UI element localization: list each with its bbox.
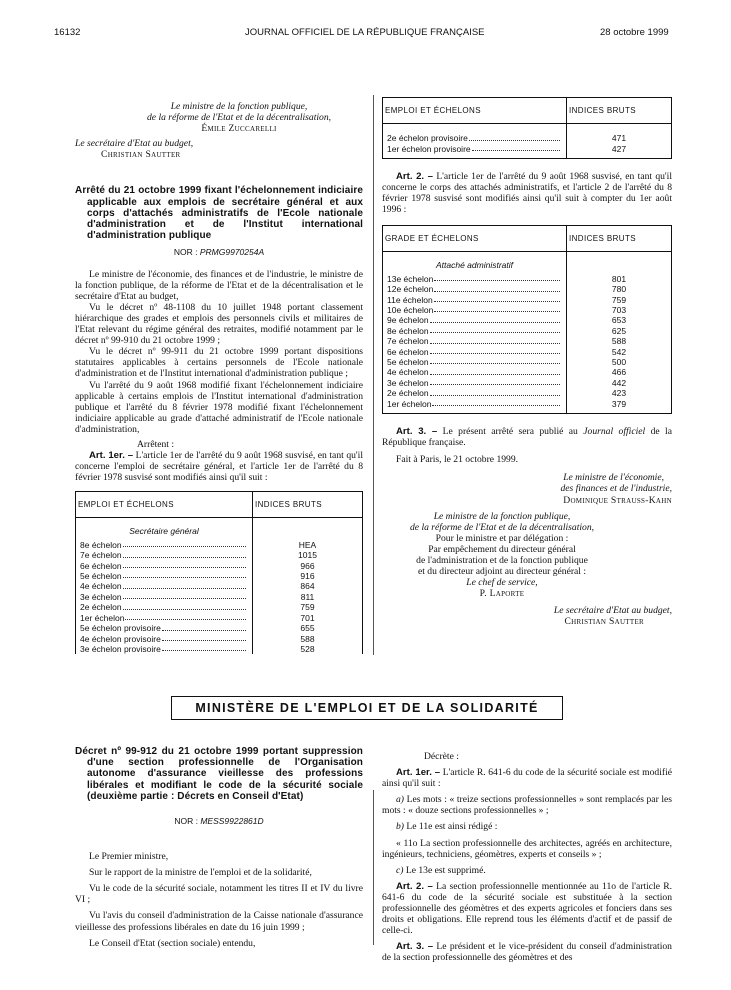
signature-line: de la réforme de l'Etat et de la décentralisation,	[409, 521, 595, 533]
dot-leader	[430, 367, 560, 374]
article-text-italic: Journal officiel	[583, 426, 646, 438]
indices-table-secretaire-general	[75, 491, 363, 654]
echelon-label: 3e échelon provisoire	[80, 643, 161, 654]
arrete-title: Arrêté du 21 octobre 1999 fixant l'échelonnement indiciaire applicable aux emplois de secrétaire général et aux corps d'attachés administratifs de l'Ecole nationale d'administration et de l'Institut international d'administration publique	[75, 185, 363, 242]
preamble-paragraph: Vu l'avis du conseil d'administration de la Caisse nationale d'assurance vieillesse des professions libérales en date du 16 juin 1999 ;	[75, 910, 363, 933]
dot-leader	[123, 571, 246, 578]
table-row	[383, 284, 672, 294]
decret-article-3	[382, 941, 672, 963]
indice-brut-value: 442	[611, 377, 627, 388]
decret-preamble	[75, 851, 363, 949]
table-row	[383, 305, 672, 315]
decret-item-c	[382, 865, 672, 876]
signature-line: Par empêchement du directeur général	[428, 543, 576, 555]
right-column	[382, 97, 672, 628]
decret-article-2	[382, 881, 672, 936]
dot-leader	[434, 284, 560, 291]
dot-leader	[432, 399, 560, 406]
dot-leader	[162, 634, 246, 641]
echelon-cell	[387, 284, 562, 294]
echelon-cell	[387, 305, 562, 315]
column-header: INDICES BRUTS	[567, 226, 672, 252]
echelon-cell	[80, 540, 248, 550]
signature-line: Le chef de service,	[466, 577, 538, 589]
echelon-label: 8e échelon	[80, 539, 122, 550]
article-text: Le président et le vice-président du conseil d'administration de la section professionnelle des géomètres et des	[382, 941, 672, 964]
dot-leader	[434, 305, 560, 312]
table-row	[383, 336, 672, 346]
signature-fonction-publique-delegation	[382, 511, 622, 600]
dot-leader	[162, 623, 246, 630]
indice-brut-value: 588	[611, 336, 627, 347]
dot-leader	[125, 613, 246, 620]
column-header: EMPLOI ET ÉCHELONS	[76, 492, 253, 518]
table-row	[76, 540, 363, 550]
article-text: La section professionnelle mentionnée au 11o de l'article R. 641-6 du code de la sécurité sociale est substituée à la section professionnelle des géomètres et des experts agricoles et fonciers dans ses droits et obligations. Elle reprend tous les éléments d'actif et de passif de celle-ci.	[382, 880, 672, 937]
item-label: a)	[396, 794, 404, 806]
echelon-cell	[387, 336, 562, 346]
decret-item-a	[382, 794, 672, 816]
dot-leader	[123, 550, 246, 557]
table-row	[76, 581, 363, 591]
arrete-nor	[75, 247, 363, 258]
echelon-label: 1er échelon	[387, 398, 432, 409]
issue-date: 28 octobre 1999	[600, 27, 669, 38]
indices-table-attache-administratif	[382, 225, 672, 414]
item-text: Le 13e est supprimé.	[405, 864, 486, 876]
echelon-cell	[387, 295, 562, 305]
column-header: GRADE ET ÉCHELONS	[383, 226, 567, 252]
indice-brut-value: 1015	[298, 550, 317, 561]
preamble-paragraph: Le Conseil d'Etat (section sociale) entendu,	[89, 937, 256, 949]
dot-leader	[430, 378, 560, 385]
echelon-cell	[387, 388, 562, 398]
dot-leader	[430, 315, 560, 322]
echelon-cell	[80, 634, 248, 644]
indice-brut-value: 916	[300, 571, 315, 582]
indice-brut-value: 588	[300, 633, 315, 644]
echelon-label: 3e échelon	[80, 591, 122, 602]
dot-leader	[123, 581, 246, 588]
nor-label: NOR :	[173, 247, 198, 258]
page-number: 16132	[54, 27, 81, 38]
table-row	[76, 634, 363, 644]
echelon-label: 11e échelon	[387, 294, 433, 305]
nor-code: MESS9922861D	[200, 816, 264, 827]
column-divider	[373, 790, 374, 945]
signature-line: de l'administration et de la fonction publique	[416, 555, 588, 566]
echelon-cell	[80, 623, 248, 633]
echelon-label: 5e échelon provisoire	[80, 623, 161, 634]
signatory-name: Dominique Strauss-Kahn	[563, 494, 672, 506]
table-group-label: Secrétaire général	[76, 518, 253, 540]
echelon-cell	[387, 274, 562, 284]
table-row	[383, 357, 672, 367]
echelon-label: 4e échelon	[80, 581, 122, 592]
dot-leader	[434, 295, 560, 302]
preamble-paragraph: Vu le décret nº 48-1108 du 10 juillet 1948 portant classement hiérarchique des grades et emplois des personnels civils et militaires de l'Etat relevant du régime général des retraites, modifié notamment par le décret nº 99-910 du 21 octobre 1999 ;	[75, 301, 363, 347]
nor-code: PRMG9970254A	[199, 247, 265, 258]
table-row	[76, 592, 363, 602]
echelon-cell	[387, 347, 562, 357]
decret-article-1	[382, 767, 672, 789]
signature-line: Le ministre de la fonction publique,	[170, 101, 308, 112]
preamble-paragraph: Vu le décret nº 99-911 du 21 octobre 1999 portant dispositions statutaires applicables à certains personnels de l'Ecole nationale d'administration et de l'Institut international d'administration publique ;	[75, 346, 363, 380]
echelon-label: 9e échelon	[387, 315, 429, 326]
table-row	[76, 623, 363, 633]
signature-fonction-publique	[75, 101, 363, 134]
table-row	[383, 399, 672, 414]
signatory-name: Christian Sautter	[101, 149, 181, 161]
dot-leader	[430, 336, 560, 343]
decret-left-column	[75, 746, 363, 949]
signature-budget-2	[382, 605, 672, 627]
table-group-label: Attaché administratif	[383, 252, 567, 274]
arrete-article-2	[382, 171, 672, 215]
table-row	[76, 571, 363, 581]
table-row	[76, 550, 363, 560]
echelon-cell	[387, 144, 562, 154]
echelon-cell	[80, 613, 248, 623]
decret-item-b-quote: « 11o La section professionnelle des architectes, agréés en architecture, ingénieurs, techniciens, géomètres, experts et conseils » ;	[382, 837, 672, 860]
indice-brut-value: 759	[300, 602, 315, 613]
column-header: INDICES BRUTS	[253, 492, 363, 518]
decret-item-b	[382, 821, 672, 832]
signature-economie	[382, 472, 672, 505]
dot-leader	[123, 561, 246, 568]
dot-leader	[469, 133, 560, 140]
article-label: Art. 2. –	[396, 170, 433, 182]
arretent-label: Arrêtent :	[137, 438, 175, 450]
column-header: INDICES BRUTS	[567, 98, 672, 124]
signature-line: Le secrétaire d'Etat au budget,	[553, 605, 672, 617]
article-text: Le présent arrêté sera publié au	[442, 426, 578, 438]
echelon-label: 13e échelon	[387, 273, 434, 284]
indice-brut-value: 423	[611, 388, 627, 399]
article-label: Art. 3. –	[396, 426, 438, 438]
echelon-cell	[80, 550, 248, 560]
table-row	[76, 644, 363, 654]
signature-line: et du directeur adjoint au directeur général :	[417, 566, 587, 578]
table-row	[383, 347, 672, 357]
echelon-cell	[80, 581, 248, 591]
indice-brut-value: 701	[300, 612, 315, 623]
indice-brut-value: 625	[611, 325, 627, 336]
ministry-banner: MINISTÈRE DE L'EMPLOI ET DE LA SOLIDARITÉ	[171, 696, 563, 720]
indice-brut-value: 379	[611, 398, 627, 409]
indice-brut-value: 471	[611, 133, 627, 144]
indice-brut-value: 466	[611, 367, 627, 378]
column-divider	[373, 95, 374, 655]
indice-brut-value: 703	[611, 305, 627, 315]
article-label: Art. 2. –	[396, 880, 433, 892]
echelon-cell	[387, 367, 562, 377]
indice-brut-value: 759	[611, 294, 627, 305]
item-text: Le 11e est ainsi rédigé :	[406, 821, 498, 833]
table-row	[383, 388, 672, 398]
table-row	[383, 274, 672, 284]
nor-label: NOR :	[174, 816, 198, 827]
indice-brut-value: 528	[300, 643, 315, 654]
echelon-label: 4e échelon	[387, 367, 429, 378]
echelon-cell	[80, 592, 248, 602]
signature-line: Le ministre de la fonction publique,	[433, 510, 571, 522]
echelon-label: 4e échelon provisoire	[80, 633, 161, 644]
echelon-cell	[387, 399, 562, 409]
table-row	[383, 326, 672, 336]
table-row	[383, 315, 672, 325]
echelon-cell	[387, 378, 562, 388]
preamble-paragraph: Vu l'arrêté du 9 août 1968 modifié fixant l'échelonnement indiciaire applicable à certains emplois de l'Institut international d'administration publique et l'arrêté du 8 février 1978 modifié fixant l'échelonnement indiciaire applicable au grade d'attaché administratif de l'Ecole nationale d'administration,	[75, 379, 363, 435]
signature-budget	[75, 138, 363, 160]
indice-brut-value: HEA	[298, 539, 317, 550]
item-label: b)	[396, 821, 404, 833]
echelon-label: 5e échelon	[387, 357, 429, 368]
article-text: L'article R. 641-6 du code de la sécurité sociale est modifié ainsi qu'il suit :	[382, 767, 672, 790]
signatory-name: P. Laporte	[479, 588, 525, 600]
indice-brut-value: 427	[611, 143, 627, 154]
dot-leader	[434, 274, 560, 281]
dot-leader	[430, 347, 560, 354]
journal-title: JOURNAL OFFICIEL DE LA RÉPUBLIQUE FRANÇAISE	[245, 27, 485, 38]
echelon-label: 7e échelon	[80, 550, 122, 561]
table-row	[383, 295, 672, 305]
echelon-label: 5e échelon	[80, 571, 122, 582]
dot-leader	[162, 644, 246, 651]
echelon-label: 12e échelon	[387, 284, 434, 295]
article-label: Art. 3. –	[396, 941, 434, 953]
signature-line: de la réforme de l'Etat et de la décentralisation,	[146, 112, 332, 124]
dot-leader	[430, 388, 560, 395]
table-row	[383, 133, 672, 143]
echelon-cell	[80, 602, 248, 612]
article-label: Art. 1er. –	[89, 450, 134, 462]
table-row	[76, 602, 363, 612]
signature-line: Pour le ministre et par délégation :	[435, 532, 569, 544]
table-row	[76, 561, 363, 571]
article-text: L'article 1er de l'arrêté du 9 août 1968 susvisé, en tant qu'il concerne le corps des attachés administratifs, et l'article 2 de l'arrêté du 8 février 1978 susvisé sont modifiés ainsi qu'il suit à compter du 1er août 1996 :	[382, 170, 672, 216]
table-row	[383, 367, 672, 377]
dot-leader	[123, 602, 246, 609]
column-header: EMPLOI ET ÉCHELONS	[383, 98, 567, 124]
dot-leader	[472, 144, 560, 151]
left-column	[75, 101, 363, 654]
echelon-cell	[387, 357, 562, 367]
echelon-label: 2e échelon	[387, 388, 429, 399]
echelon-label: 6e échelon	[387, 346, 429, 357]
echelon-cell	[387, 315, 562, 325]
indice-brut-value: 966	[300, 560, 315, 571]
table-row	[383, 144, 672, 159]
echelon-cell	[80, 561, 248, 571]
item-text: Les mots : « treize sections professionnelles » sont remplacés par les mots : « douze sections professionnelles » ;	[382, 794, 672, 817]
decrete-label: Décrète :	[424, 751, 459, 762]
signatory-name: Christian Sautter	[564, 616, 644, 628]
echelon-label: 10e échelon	[387, 305, 434, 315]
signature-line: des finances et de l'industrie,	[560, 483, 672, 495]
echelon-cell	[80, 571, 248, 581]
indice-brut-value: 811	[300, 591, 315, 602]
echelon-label: 6e échelon	[80, 560, 122, 571]
indice-brut-value: 500	[611, 357, 627, 368]
article-text: L'article 1er de l'arrêté du 9 août 1968 susvisé, en tant qu'il concerne l'emploi de secrétaire général, et l'article 1er de l'arrêté du 8 février 1978 susvisé sont modifiés ainsi qu'il suit :	[75, 450, 363, 484]
echelon-cell	[387, 326, 562, 336]
dot-leader	[123, 540, 246, 547]
echelon-label: 7e échelon	[387, 336, 429, 347]
table-row	[76, 613, 363, 623]
preamble-paragraph: Le ministre de l'économie, des finances et de l'industrie, le ministre de la fonction publique, de la réforme de l'Etat et de la décentralisation et le secrétaire d'Etat au budget,	[75, 268, 363, 302]
decret-title: Décret nº 99-912 du 21 octobre 1999 portant suppression d'une section professionnelle de l'Organisation autonome d'assurance vieillesse des professions libérales et modifiant le code de la sécurité sociale (deuxième partie : Décrets en Conseil d'Etat)	[75, 746, 363, 802]
indice-brut-value: 801	[611, 273, 627, 284]
fait-a-paris: Fait à Paris, le 21 octobre 1999.	[396, 454, 519, 466]
indice-brut-value: 864	[300, 581, 315, 592]
arrete-preamble	[75, 269, 363, 435]
article-label: Art. 1er. –	[396, 767, 441, 779]
page-header	[0, 27, 731, 41]
echelon-cell	[80, 644, 248, 654]
echelon-label: 1er échelon	[80, 612, 125, 623]
preamble-paragraph: Sur le rapport de la ministre de l'emploi et de la solidarité,	[89, 867, 312, 879]
echelon-label: 8e échelon	[387, 325, 429, 336]
preamble-paragraph: Vu le code de la sécurité sociale, notamment les titres II et IV du livre VI ;	[75, 883, 363, 906]
table-row	[383, 378, 672, 388]
article-text: de la République française.	[382, 426, 672, 449]
dot-leader	[123, 592, 246, 599]
arrete-article-3	[382, 426, 672, 448]
indices-table-continued	[382, 97, 672, 159]
preamble-paragraph: Le Premier ministre,	[89, 851, 169, 863]
echelon-label: 1er échelon provisoire	[387, 143, 471, 154]
signature-line: Le ministre de l'économie,	[563, 472, 664, 484]
indice-brut-value: 653	[611, 315, 627, 326]
decret-nor	[75, 816, 363, 827]
echelon-cell	[387, 133, 562, 143]
decret-right-column	[382, 751, 672, 964]
item-label: c)	[396, 864, 404, 876]
dot-leader	[430, 326, 560, 333]
dot-leader	[430, 357, 560, 364]
echelon-label: 2e échelon provisoire	[387, 133, 468, 144]
echelon-label: 2e échelon	[80, 602, 122, 613]
echelon-label: 3e échelon	[387, 377, 429, 388]
indice-brut-value: 542	[611, 346, 627, 357]
arrete-article-1	[75, 450, 363, 483]
indice-brut-value: 780	[611, 284, 627, 295]
signature-line: Le secrétaire d'Etat au budget,	[75, 138, 194, 150]
indice-brut-value: 655	[300, 623, 315, 634]
signatory-name: Émile Zuccarelli	[201, 123, 277, 135]
